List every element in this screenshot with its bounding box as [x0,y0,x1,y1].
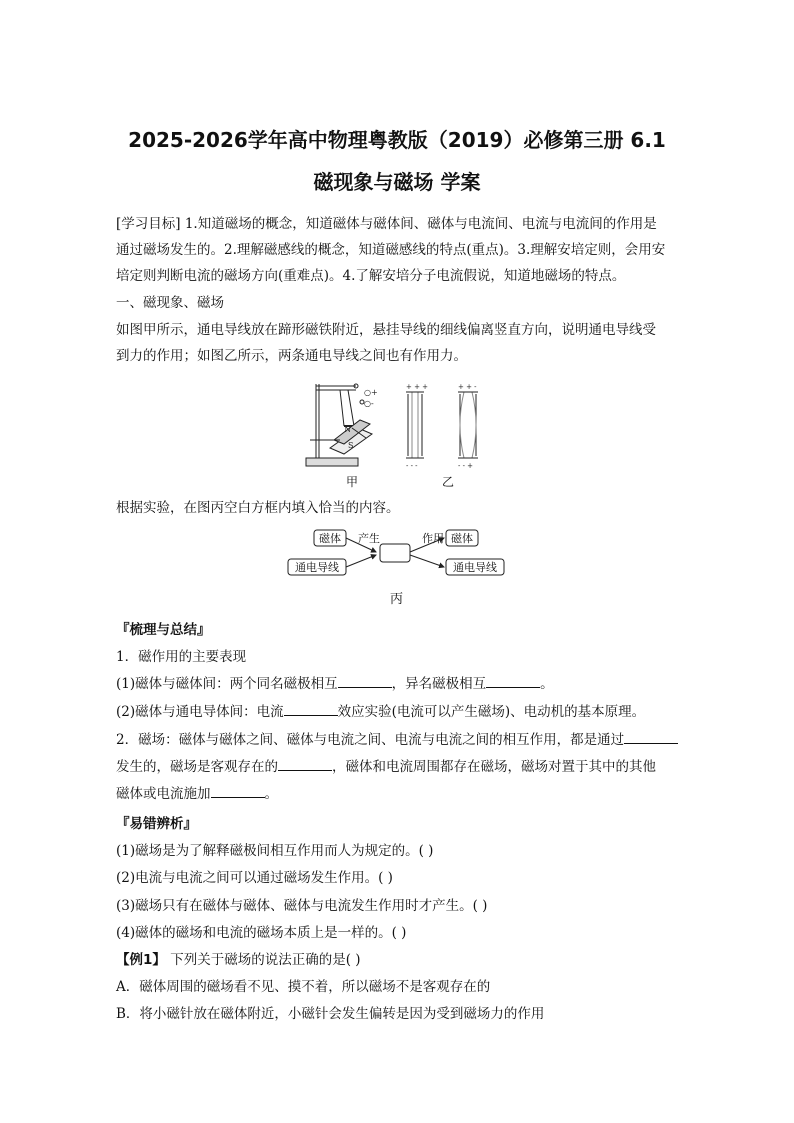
example-question [116,950,361,970]
error-item-1: (1)磁场是为了解释磁极间相互作用而人为规定的。( ) [116,843,434,859]
fill-blank[interactable] [278,756,332,771]
example-option-a: A．磁体周围的磁场看不见、摸不着，所以磁场不是客观存在的 [116,979,491,995]
figure-yi-label: 乙 [442,475,455,489]
fill-blank[interactable] [486,673,540,688]
svg-text:- - +: - - + [458,462,474,470]
summary-item1b-text: (2)磁体与通电导体间：电流 [116,704,284,720]
fill-blank[interactable] [211,783,265,798]
summary-item2-line3 [116,783,278,804]
instruction-text: 根据实验，在图丙空白方框内填入恰当的内容。 [116,500,400,516]
error-item-4: (4)磁体的磁场和电流的磁场本质上是一样的。( ) [116,925,407,941]
concept-diagram-bing [284,528,510,580]
error-item-3: (3)磁场只有在磁体与磁体、磁体与电流发生作用时才产生。( ) [116,898,488,914]
figure-yi-parallel-wires-attract [406,383,428,470]
learning-objectives-line3: 培定则判断电流的磁场方向(重难点)。4.了解安培分子电流假说，知道地磁场的特点。 [116,268,626,284]
box-right-magnet-label: 磁体 [451,532,473,545]
figure-jia-label: 甲 [346,475,359,489]
summary-item1b [116,701,645,722]
box-left-magnet-label: 磁体 [319,532,341,545]
figure-jia-apparatus [306,384,378,466]
section-paragraph-line1: 如图甲所示，通电导线放在蹄形磁铁附近，悬挂导线的细线偏离竖直方向，说明通电导线受 [116,322,656,338]
box-right-wire-label: 通电导线 [453,561,497,574]
experiment-figure [300,378,500,490]
summary-item2-line2 [116,756,656,777]
box-left-wire-label: 通电导线 [295,561,339,574]
summary-item1b-text-end: 效应实验(电流可以产生磁场)、电动机的基本原理。 [337,704,646,720]
svg-text:+ + +: + + + [406,383,429,391]
document-title-line2: 磁现象与磁场 学案 [313,170,481,194]
svg-text:- - -: - - - [406,462,418,470]
figure-yi-parallel-wires-repel [458,383,478,470]
errors-heading: 『易错辨析』 [116,816,197,832]
summary-item2-line1 [116,729,678,750]
fill-blank[interactable] [284,701,338,716]
summary-heading: 『梳理与总结』 [116,622,211,638]
summary-item1: 1．磁作用的主要表现 [116,649,247,665]
section-heading: 一、磁现象、磁场 [116,295,224,311]
svg-text:○-: ○- [364,399,374,408]
document-title-line1: 2025-2026学年高中物理粤教版（2019）必修第三册 6.1 [128,128,666,152]
magnet-n-label: N [344,425,351,434]
figure-bing-caption: 丙 [390,592,404,607]
summary-item2-text: 2．磁场：磁体与磁体之间、磁体与电流之间、电流与电流之间的相互作用，都是通过 [116,732,625,748]
svg-text:○+: ○+ [364,388,378,397]
summary-item2-text-end: ，磁体和电流周围都存在磁场，磁场对置于其中的其他 [332,759,656,775]
learning-objectives-line1: [学习目标] 1.知道磁场的概念，知道磁体与磁体间、磁体与电流间、电流与电流间的作用是 [116,216,657,232]
summary-item2-text-end: 。 [264,786,278,802]
blank-center-box [380,544,410,562]
summary-item2-text: 发生的，磁场是客观存在的 [116,759,278,775]
summary-item2-text: 磁体或电流施加 [116,786,211,802]
fill-blank[interactable] [624,729,678,744]
arrow-act-label: 作用 [422,532,444,545]
error-item-2: (2)电流与电流之间可以通过磁场发生作用。( ) [116,870,393,886]
summary-item1a-text: (1)磁体与磁体间：两个同名磁极相互 [116,676,338,692]
magnet-s-label: S [348,441,354,450]
example-label: 【例1】 [116,952,166,968]
fill-blank[interactable] [338,673,392,688]
section-paragraph-line2: 到力的作用；如图乙所示，两条通电导线之间也有作用力。 [116,348,467,364]
learning-objectives-line2: 通过磁场发生的。2.理解磁感线的概念，知道磁感线的特点(重点)。3.理解安培定则，会用安 [116,242,666,258]
example-option-b: B．将小磁针放在磁体附近，小磁针会发生偏转是因为受到磁场力的作用 [116,1006,545,1022]
summary-item1a-text-end: 。 [540,676,554,692]
arrow-produce-label: 产生 [358,532,380,545]
example-question-text: 下列关于磁场的说法正确的是( ) [165,952,361,968]
summary-item1a-text-mid: ，异名磁极相互 [391,676,487,692]
summary-item1a [116,673,554,694]
svg-text:+ + -: + + - [458,383,477,391]
